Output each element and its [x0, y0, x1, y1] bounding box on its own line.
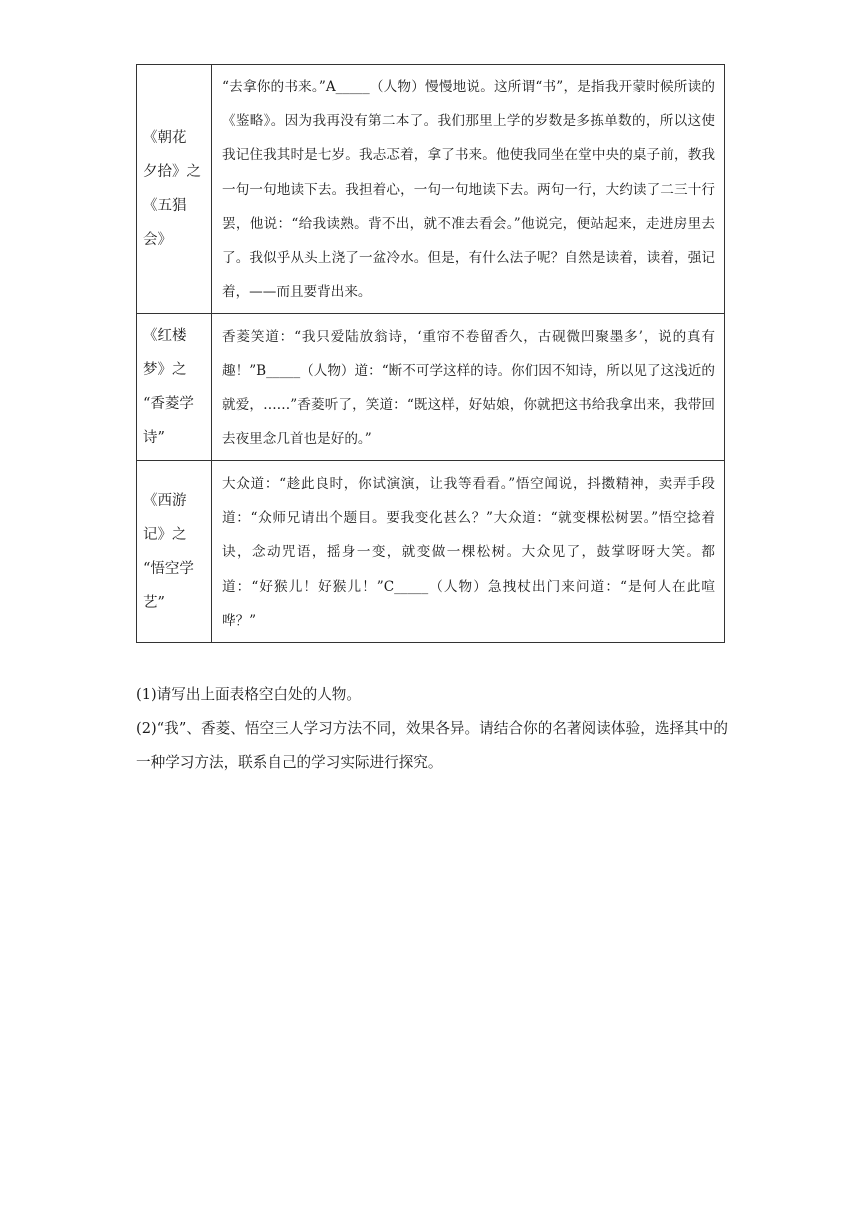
passage-cell: “去拿你的书来。”A_____（人物）慢慢地说。这所谓“书”，是指我开蒙时候所读的《鉴略》。因为我再没有第二本了。我们那里上学的岁数是多拣单数的，所以这使我记住我其时是七岁。我忐忑着，拿了书来。他使我同坐在堂中央的桌子前，教我一句一句地读下去。我担着心，一句一句地读下去。两句一行，大约读了二三十行罢，他说：“给我读熟。背不出，就不准去看会。”他说完，便站起来，走进房里去了。我似乎从头上浇了一盆冷水。但是，有什么法子呢？自然是读着，读着，强记着，——而且要背出来。 — [212, 65, 725, 314]
question-1: (1)请写出上面表格空白处的人物。 — [136, 686, 361, 703]
book-title-line: 会》 — [143, 232, 172, 249]
table-row — [137, 314, 725, 461]
questions-section — [136, 678, 728, 780]
passage-cell: 大众道：“趁此良时，你试演演，让我等看看。”悟空闻说，抖擞精神，卖弄手段道：“众师兄请出个题目。要我变化甚么？”大众道：“就变棵松树罢。”悟空捻着诀，念动咒语，摇身一变，就变做一棵松树。大众见了，鼓掌呀呀大笑。都道：“好猴儿！好猴儿！”C_____（人物）急拽杖出门来问道：“是何人在此喧哗？” — [212, 461, 725, 643]
book-title-line: 《五猖 — [143, 198, 187, 215]
reading-table — [136, 64, 725, 643]
book-title-line: 《朝花 — [143, 130, 187, 147]
question-2: (2)“我”、香菱、悟空三人学习方法不同，效果各异。请结合你的名著阅读体验，选择其中的一种学习方法，联系自己的学习实际进行探究。 — [136, 720, 728, 771]
book-title-line: 《红楼 — [143, 328, 187, 345]
book-title-line: 艺” — [143, 594, 165, 611]
book-title-line: 梦》之 — [143, 362, 187, 379]
book-title-line: 记》之 — [143, 526, 187, 543]
table-row — [137, 65, 725, 314]
reading-table-container — [136, 64, 725, 643]
book-title-line: 诗” — [143, 430, 165, 447]
table-row — [137, 461, 725, 643]
book-title-cell — [137, 314, 212, 461]
passage-cell: 香菱笑道：“我只爱陆放翁诗，‘重帘不卷留香久，古砚微凹聚墨多’，说的真有趣！”B_____（人物）道：“断不可学这样的诗。你们因不知诗，所以见了这浅近的就爱，……”香菱听了，笑道：“既这样，好姑娘，你就把这书给我拿出来，我带回去夜里念几首也是好的。” — [212, 314, 725, 461]
book-title-line: 夕拾》之 — [143, 164, 201, 181]
book-title-cell — [137, 461, 212, 643]
book-title-line: 《西游 — [143, 492, 187, 509]
book-title-line: “悟空学 — [143, 560, 194, 577]
book-title-cell — [137, 65, 212, 314]
book-title-line: “香菱学 — [143, 396, 194, 413]
